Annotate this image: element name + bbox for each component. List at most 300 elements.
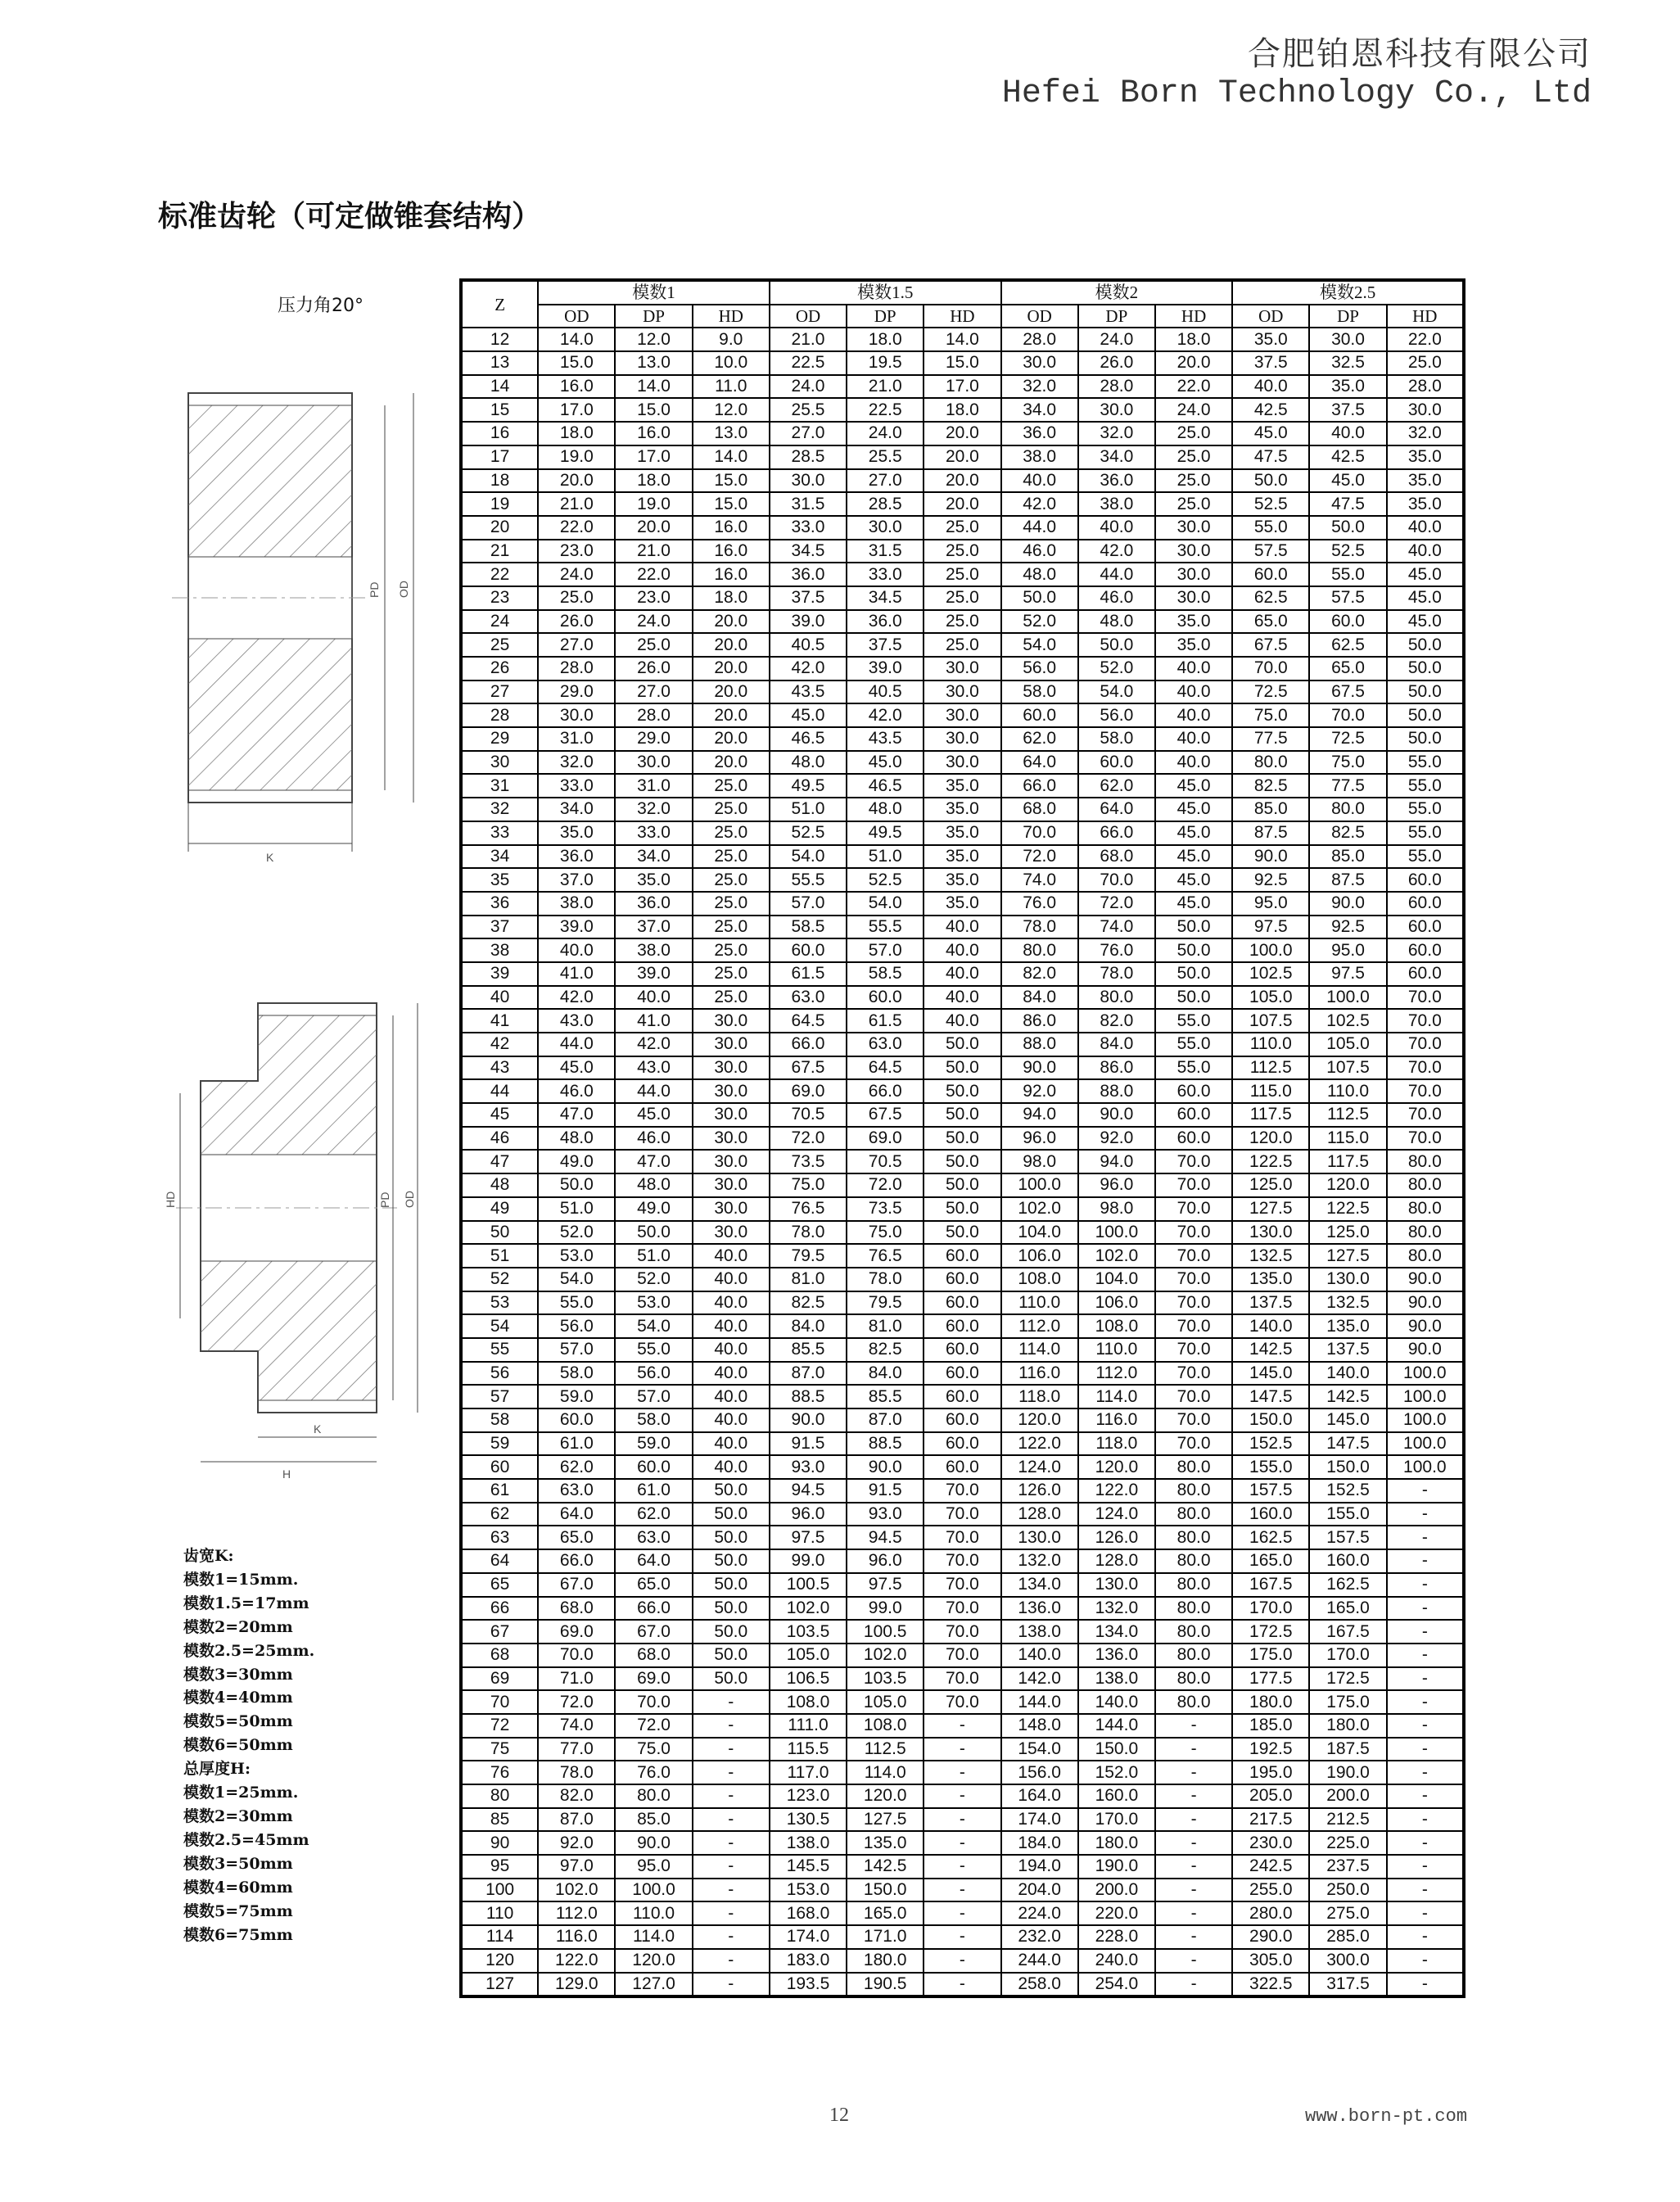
table-cell: 174.0 (770, 1925, 847, 1949)
table-cell: 96.0 (1001, 1127, 1078, 1151)
table-cell: 25.0 (924, 563, 1000, 586)
table-cell: 40.0 (693, 1291, 770, 1315)
table-cell: 40.5 (847, 680, 924, 704)
table-cell: 124.0 (1001, 1455, 1078, 1479)
table-cell: 50.0 (693, 1503, 770, 1526)
table-cell: 130.0 (1309, 1268, 1386, 1291)
table-cell: 62.5 (1232, 586, 1309, 610)
table-cell: 50.0 (1387, 680, 1464, 704)
column-header-od: OD (538, 305, 615, 328)
note-line: 模数2=30mm (183, 1806, 293, 1825)
table-cell: 78.0 (1001, 916, 1078, 939)
table-row (461, 1526, 1464, 1549)
table-cell: 137.5 (1232, 1291, 1309, 1315)
table-cell: 63.0 (615, 1526, 692, 1549)
table-cell: 300.0 (1309, 1949, 1386, 1973)
table-cell: 19.0 (538, 445, 615, 469)
table-cell: 85.0 (1309, 845, 1386, 869)
table-cell: 220.0 (1078, 1901, 1155, 1925)
teeth-count-cell: 29 (461, 727, 538, 751)
table-cell: 144.0 (1001, 1690, 1078, 1714)
table-cell: 35.0 (924, 868, 1000, 892)
table-cell: 55.0 (1232, 516, 1309, 540)
table-cell: 32.0 (1078, 422, 1155, 445)
table-cell: 55.0 (1387, 821, 1464, 845)
note-line: 模数3=30mm (183, 1665, 293, 1684)
h-dimension-label: H (282, 1467, 291, 1481)
page-title: 标准齿轮（可定做锥套结构） (158, 200, 542, 233)
table-cell: 50.0 (924, 1150, 1000, 1173)
table-cell: 192.5 (1232, 1738, 1309, 1761)
table-cell: - (1155, 1738, 1232, 1761)
table-cell: 60.0 (924, 1268, 1000, 1291)
table-cell: 127.0 (615, 1973, 692, 1997)
table-cell: 20.0 (538, 469, 615, 493)
table-cell: 126.0 (1001, 1479, 1078, 1503)
table-cell: 40.0 (1001, 469, 1078, 493)
table-cell: 50.0 (1387, 703, 1464, 727)
table-cell: - (1387, 1808, 1464, 1832)
table-cell: 14.0 (693, 445, 770, 469)
table-cell: - (1387, 1597, 1464, 1621)
table-cell: 114.0 (615, 1925, 692, 1949)
table-cell: 80.0 (1387, 1221, 1464, 1245)
table-cell: 25.5 (847, 445, 924, 469)
table-cell: 18.0 (847, 328, 924, 351)
table-cell: 33.0 (847, 563, 924, 586)
table-cell: 50.0 (1155, 938, 1232, 962)
table-cell: 108.0 (847, 1714, 924, 1738)
gear-spec-table (459, 278, 1465, 1998)
table-cell: 120.0 (1232, 1127, 1309, 1151)
table-cell: 70.0 (1155, 1314, 1232, 1338)
table-cell: 25.0 (924, 633, 1000, 657)
table-cell: 26.0 (1078, 351, 1155, 375)
table-cell: 105.0 (770, 1644, 847, 1667)
table-cell: 40.0 (693, 1408, 770, 1432)
table-cell: 48.0 (615, 1173, 692, 1197)
table-cell: 100.0 (615, 1879, 692, 1902)
table-cell: 40.0 (693, 1455, 770, 1479)
table-cell: 52.5 (847, 868, 924, 892)
table-cell: 130.0 (1001, 1526, 1078, 1549)
table-cell: 32.0 (1001, 375, 1078, 399)
table-cell: 70.0 (1387, 1127, 1464, 1151)
table-cell: 58.0 (538, 1362, 615, 1386)
table-row (461, 1314, 1464, 1338)
table-cell: 28.5 (847, 492, 924, 516)
table-row (461, 492, 1464, 516)
table-cell: 43.5 (770, 680, 847, 704)
table-cell: 142.0 (1001, 1667, 1078, 1691)
table-cell: 290.0 (1232, 1925, 1309, 1949)
table-cell: - (924, 1761, 1000, 1784)
table-cell: 152.5 (1232, 1432, 1309, 1456)
teeth-count-cell: 66 (461, 1597, 538, 1621)
table-cell: 116.0 (1078, 1408, 1155, 1432)
table-cell: 60.0 (1387, 892, 1464, 916)
table-cell: 136.0 (1001, 1597, 1078, 1621)
table-cell: 98.0 (1078, 1197, 1155, 1221)
table-cell: 40.0 (1309, 422, 1386, 445)
table-cell: 80.0 (615, 1784, 692, 1808)
table-cell: 25.0 (693, 798, 770, 821)
table-cell: 142.5 (1309, 1385, 1386, 1408)
teeth-count-cell: 15 (461, 398, 538, 422)
table-cell: 106.5 (770, 1667, 847, 1691)
table-cell: 28.0 (538, 657, 615, 680)
table-cell: 46.0 (538, 1079, 615, 1103)
table-cell: 72.0 (615, 1714, 692, 1738)
table-cell: 48.0 (538, 1127, 615, 1151)
table-cell: 135.0 (847, 1831, 924, 1855)
table-cell: 55.0 (615, 1338, 692, 1362)
table-cell: 110.0 (1309, 1079, 1386, 1103)
teeth-count-cell: 69 (461, 1667, 538, 1691)
table-cell: 60.0 (924, 1408, 1000, 1432)
table-cell: 224.0 (1001, 1901, 1078, 1925)
teeth-count-cell: 76 (461, 1761, 538, 1784)
table-cell: 18.0 (615, 469, 692, 493)
table-cell: 122.0 (1001, 1432, 1078, 1456)
table-cell: 237.5 (1309, 1855, 1386, 1879)
table-cell: 25.0 (538, 586, 615, 610)
table-cell: 117.0 (770, 1761, 847, 1784)
table-cell: 60.0 (1387, 962, 1464, 986)
table-row (461, 821, 1464, 845)
table-cell: 82.5 (770, 1291, 847, 1315)
table-cell: 58.5 (847, 962, 924, 986)
table-cell: 104.0 (1078, 1268, 1155, 1291)
table-cell: 120.0 (615, 1949, 692, 1973)
column-header-hd: HD (924, 305, 1000, 328)
table-cell: 56.0 (538, 1314, 615, 1338)
table-cell: 147.5 (1309, 1432, 1386, 1456)
table-cell: 18.0 (538, 422, 615, 445)
table-cell: 33.0 (538, 774, 615, 798)
table-cell: 52.0 (538, 1221, 615, 1245)
table-cell: 102.0 (1078, 1244, 1155, 1268)
teeth-count-cell: 56 (461, 1362, 538, 1386)
table-cell: 50.0 (1387, 657, 1464, 680)
table-cell: 37.5 (1309, 398, 1386, 422)
table-cell: 20.0 (693, 633, 770, 657)
table-cell: 24.0 (1155, 398, 1232, 422)
table-row (461, 1973, 1464, 1997)
table-cell: 97.5 (847, 1573, 924, 1597)
table-cell: - (924, 1808, 1000, 1832)
table-cell: 160.0 (1309, 1549, 1386, 1573)
table-cell: 38.0 (615, 938, 692, 962)
table-cell: 40.5 (770, 633, 847, 657)
table-cell: 24.0 (1078, 328, 1155, 351)
table-cell: 91.5 (770, 1432, 847, 1456)
table-cell: 70.0 (1387, 1079, 1464, 1103)
table-cell: 64.5 (770, 1009, 847, 1033)
table-cell: 102.0 (770, 1597, 847, 1621)
table-cell: 31.5 (847, 540, 924, 563)
table-cell: 55.0 (1387, 774, 1464, 798)
teeth-count-cell: 46 (461, 1127, 538, 1151)
table-cell: 32.0 (1387, 422, 1464, 445)
table-cell: 57.5 (1309, 586, 1386, 610)
table-cell: 78.0 (770, 1221, 847, 1245)
table-cell: 116.0 (538, 1925, 615, 1949)
table-cell: 128.0 (1001, 1503, 1078, 1526)
table-cell: 72.0 (538, 1690, 615, 1714)
table-cell: 30.0 (693, 1150, 770, 1173)
table-cell: 74.0 (1001, 868, 1078, 892)
teeth-count-cell: 60 (461, 1455, 538, 1479)
teeth-count-cell: 14 (461, 375, 538, 399)
table-cell: 108.0 (770, 1690, 847, 1714)
table-cell: 160.0 (1078, 1784, 1155, 1808)
table-cell: 25.0 (924, 516, 1000, 540)
table-cell: 55.5 (770, 868, 847, 892)
table-cell: 96.0 (770, 1503, 847, 1526)
table-cell: 115.0 (1232, 1079, 1309, 1103)
table-cell: 140.0 (1078, 1690, 1155, 1714)
table-cell: 22.5 (847, 398, 924, 422)
table-cell: 36.0 (847, 610, 924, 634)
table-cell: 45.0 (615, 1103, 692, 1127)
table-cell: 70.0 (1387, 1103, 1464, 1127)
table-cell: 115.5 (770, 1738, 847, 1761)
table-cell: - (1155, 1925, 1232, 1949)
table-cell: 20.0 (924, 445, 1000, 469)
table-cell: - (924, 1949, 1000, 1973)
table-cell: 48.0 (1001, 563, 1078, 586)
table-cell: 94.5 (847, 1526, 924, 1549)
table-cell: 57.0 (538, 1338, 615, 1362)
table-cell: 94.0 (1001, 1103, 1078, 1127)
table-cell: 100.0 (1387, 1362, 1464, 1386)
table-cell: 100.5 (770, 1573, 847, 1597)
table-cell: 103.5 (770, 1620, 847, 1644)
table-cell: 30.0 (693, 1033, 770, 1056)
table-cell: - (693, 1831, 770, 1855)
table-cell: 60.0 (924, 1432, 1000, 1456)
table-cell: 91.5 (847, 1479, 924, 1503)
table-cell: 70.0 (1155, 1362, 1232, 1386)
table-cell: 70.0 (1155, 1221, 1232, 1245)
teeth-count-cell: 26 (461, 657, 538, 680)
teeth-count-cell: 110 (461, 1901, 538, 1925)
table-cell: 106.0 (1078, 1291, 1155, 1315)
table-cell: 45.0 (1155, 821, 1232, 845)
table-cell: 68.0 (615, 1644, 692, 1667)
table-row (461, 1808, 1464, 1832)
table-cell: 67.5 (1309, 680, 1386, 704)
table-row (461, 845, 1464, 869)
table-cell: 22.0 (1387, 328, 1464, 351)
table-cell: 36.0 (538, 845, 615, 869)
table-cell: 23.0 (538, 540, 615, 563)
table-cell: 30.0 (924, 751, 1000, 775)
column-header-od: OD (1232, 305, 1309, 328)
teeth-count-cell: 31 (461, 774, 538, 798)
table-cell: 40.0 (693, 1314, 770, 1338)
teeth-count-cell: 63 (461, 1526, 538, 1549)
table-cell: 258.0 (1001, 1973, 1078, 1997)
table-cell: 79.5 (770, 1244, 847, 1268)
teeth-count-cell: 39 (461, 962, 538, 986)
table-cell: 132.5 (1309, 1291, 1386, 1315)
table-cell: 71.0 (538, 1667, 615, 1691)
teeth-count-cell: 41 (461, 1009, 538, 1033)
teeth-count-cell: 50 (461, 1221, 538, 1245)
table-cell: - (924, 1738, 1000, 1761)
table-cell: 102.0 (1001, 1197, 1078, 1221)
table-cell: 55.5 (847, 916, 924, 939)
teeth-count-cell: 75 (461, 1738, 538, 1761)
table-cell: 75.0 (847, 1221, 924, 1245)
table-cell: 126.0 (1078, 1526, 1155, 1549)
table-cell: 85.5 (847, 1385, 924, 1408)
z-header: Z (461, 280, 538, 328)
website-url: www.born-pt.com (1305, 2106, 1468, 2127)
table-cell: 62.5 (1309, 633, 1386, 657)
table-cell: 103.5 (847, 1667, 924, 1691)
table-cell: 147.5 (1232, 1385, 1309, 1408)
table-cell: 58.0 (1001, 680, 1078, 704)
table-cell: 60.0 (1001, 703, 1078, 727)
table-cell: 30.0 (847, 516, 924, 540)
table-row (461, 727, 1464, 751)
table-cell: 40.0 (1387, 516, 1464, 540)
table-cell: 165.0 (1309, 1597, 1386, 1621)
table-cell: 97.5 (1309, 962, 1386, 986)
table-cell: 72.0 (1001, 845, 1078, 869)
table-cell: 190.5 (847, 1973, 924, 1997)
table-cell: 132.0 (1001, 1549, 1078, 1573)
table-cell: 50.0 (693, 1667, 770, 1691)
table-cell: 82.5 (1232, 774, 1309, 798)
table-cell: 52.5 (770, 821, 847, 845)
table-cell: 35.0 (1387, 469, 1464, 493)
column-header-od: OD (1001, 305, 1078, 328)
table-cell: 82.0 (1001, 962, 1078, 986)
table-cell: 20.0 (693, 680, 770, 704)
table-cell: 51.0 (538, 1197, 615, 1221)
table-cell: 30.0 (693, 1079, 770, 1103)
table-cell: - (1387, 1526, 1464, 1549)
table-row (461, 1831, 1464, 1855)
table-cell: 15.0 (693, 469, 770, 493)
table-cell: 70.0 (1078, 868, 1155, 892)
table-cell: 30.0 (615, 751, 692, 775)
table-cell: 285.0 (1309, 1925, 1386, 1949)
teeth-count-cell: 61 (461, 1479, 538, 1503)
table-cell: 136.0 (1078, 1644, 1155, 1667)
table-cell: 172.5 (1309, 1667, 1386, 1691)
table-cell: 171.0 (847, 1925, 924, 1949)
table-cell: 193.5 (770, 1973, 847, 1997)
table-cell: 25.5 (770, 398, 847, 422)
table-cell: 50.0 (693, 1620, 770, 1644)
column-header-dp: DP (847, 305, 924, 328)
table-cell: 45.0 (1155, 845, 1232, 869)
table-cell: 110.0 (1078, 1338, 1155, 1362)
table-cell: 84.0 (770, 1314, 847, 1338)
table-cell: 81.0 (770, 1268, 847, 1291)
table-cell: 30.0 (693, 1103, 770, 1127)
table-cell: 45.0 (1155, 868, 1232, 892)
table-cell: 95.0 (615, 1855, 692, 1879)
table-row (461, 1738, 1464, 1761)
table-cell: 105.0 (1232, 986, 1309, 1010)
table-cell: 67.0 (615, 1620, 692, 1644)
table-cell: 107.5 (1232, 1009, 1309, 1033)
table-cell: 52.5 (1232, 492, 1309, 516)
table-cell: - (1387, 1738, 1464, 1761)
table-row (461, 1408, 1464, 1432)
table-cell: 22.0 (1155, 375, 1232, 399)
table-cell: 75.0 (1232, 703, 1309, 727)
table-cell: 30.0 (693, 1127, 770, 1151)
table-cell: 80.0 (1155, 1620, 1232, 1644)
table-cell: 40.0 (693, 1385, 770, 1408)
table-cell: 24.0 (615, 610, 692, 634)
table-cell: 155.0 (1232, 1455, 1309, 1479)
table-cell: 50.0 (1387, 727, 1464, 751)
table-cell: 34.0 (538, 798, 615, 821)
table-cell: - (924, 1901, 1000, 1925)
table-cell: 108.0 (1078, 1314, 1155, 1338)
table-cell: 75.0 (1309, 751, 1386, 775)
table-row (461, 751, 1464, 775)
table-cell: 37.5 (1232, 351, 1309, 375)
table-cell: 90.0 (1078, 1103, 1155, 1127)
teeth-count-cell: 25 (461, 633, 538, 657)
table-cell: 138.0 (770, 1831, 847, 1855)
table-cell: 217.5 (1232, 1808, 1309, 1832)
table-cell: 25.0 (693, 821, 770, 845)
teeth-count-cell: 95 (461, 1855, 538, 1879)
table-cell: 75.0 (615, 1738, 692, 1761)
table-cell: 57.0 (847, 938, 924, 962)
table-cell: 21.0 (538, 492, 615, 516)
teeth-count-cell: 57 (461, 1385, 538, 1408)
table-cell: 38.0 (1001, 445, 1078, 469)
table-cell: 85.0 (1232, 798, 1309, 821)
table-cell: 80.0 (1309, 798, 1386, 821)
table-cell: 70.0 (1155, 1173, 1232, 1197)
table-cell: 14.0 (924, 328, 1000, 351)
table-cell: 40.0 (924, 938, 1000, 962)
table-cell: 120.0 (847, 1784, 924, 1808)
table-cell: 50.0 (924, 1221, 1000, 1245)
table-cell: 118.0 (1001, 1385, 1078, 1408)
table-cell: 20.0 (693, 657, 770, 680)
table-cell: 33.0 (615, 821, 692, 845)
table-cell: 70.0 (924, 1503, 1000, 1526)
table-cell: 52.0 (615, 1268, 692, 1291)
table-cell: 50.0 (924, 1127, 1000, 1151)
table-cell: 50.0 (1155, 962, 1232, 986)
table-cell: 120.0 (1001, 1408, 1078, 1432)
table-cell: 60.0 (770, 938, 847, 962)
table-cell: 80.0 (1155, 1597, 1232, 1621)
table-cell: 50.0 (1155, 916, 1232, 939)
table-cell: 47.0 (615, 1150, 692, 1173)
table-cell: 150.0 (847, 1879, 924, 1902)
table-cell: 92.0 (1001, 1079, 1078, 1103)
table-cell: 175.0 (1309, 1690, 1386, 1714)
table-cell: 138.0 (1078, 1667, 1155, 1691)
teeth-count-cell: 17 (461, 445, 538, 469)
table-cell: 59.0 (615, 1432, 692, 1456)
